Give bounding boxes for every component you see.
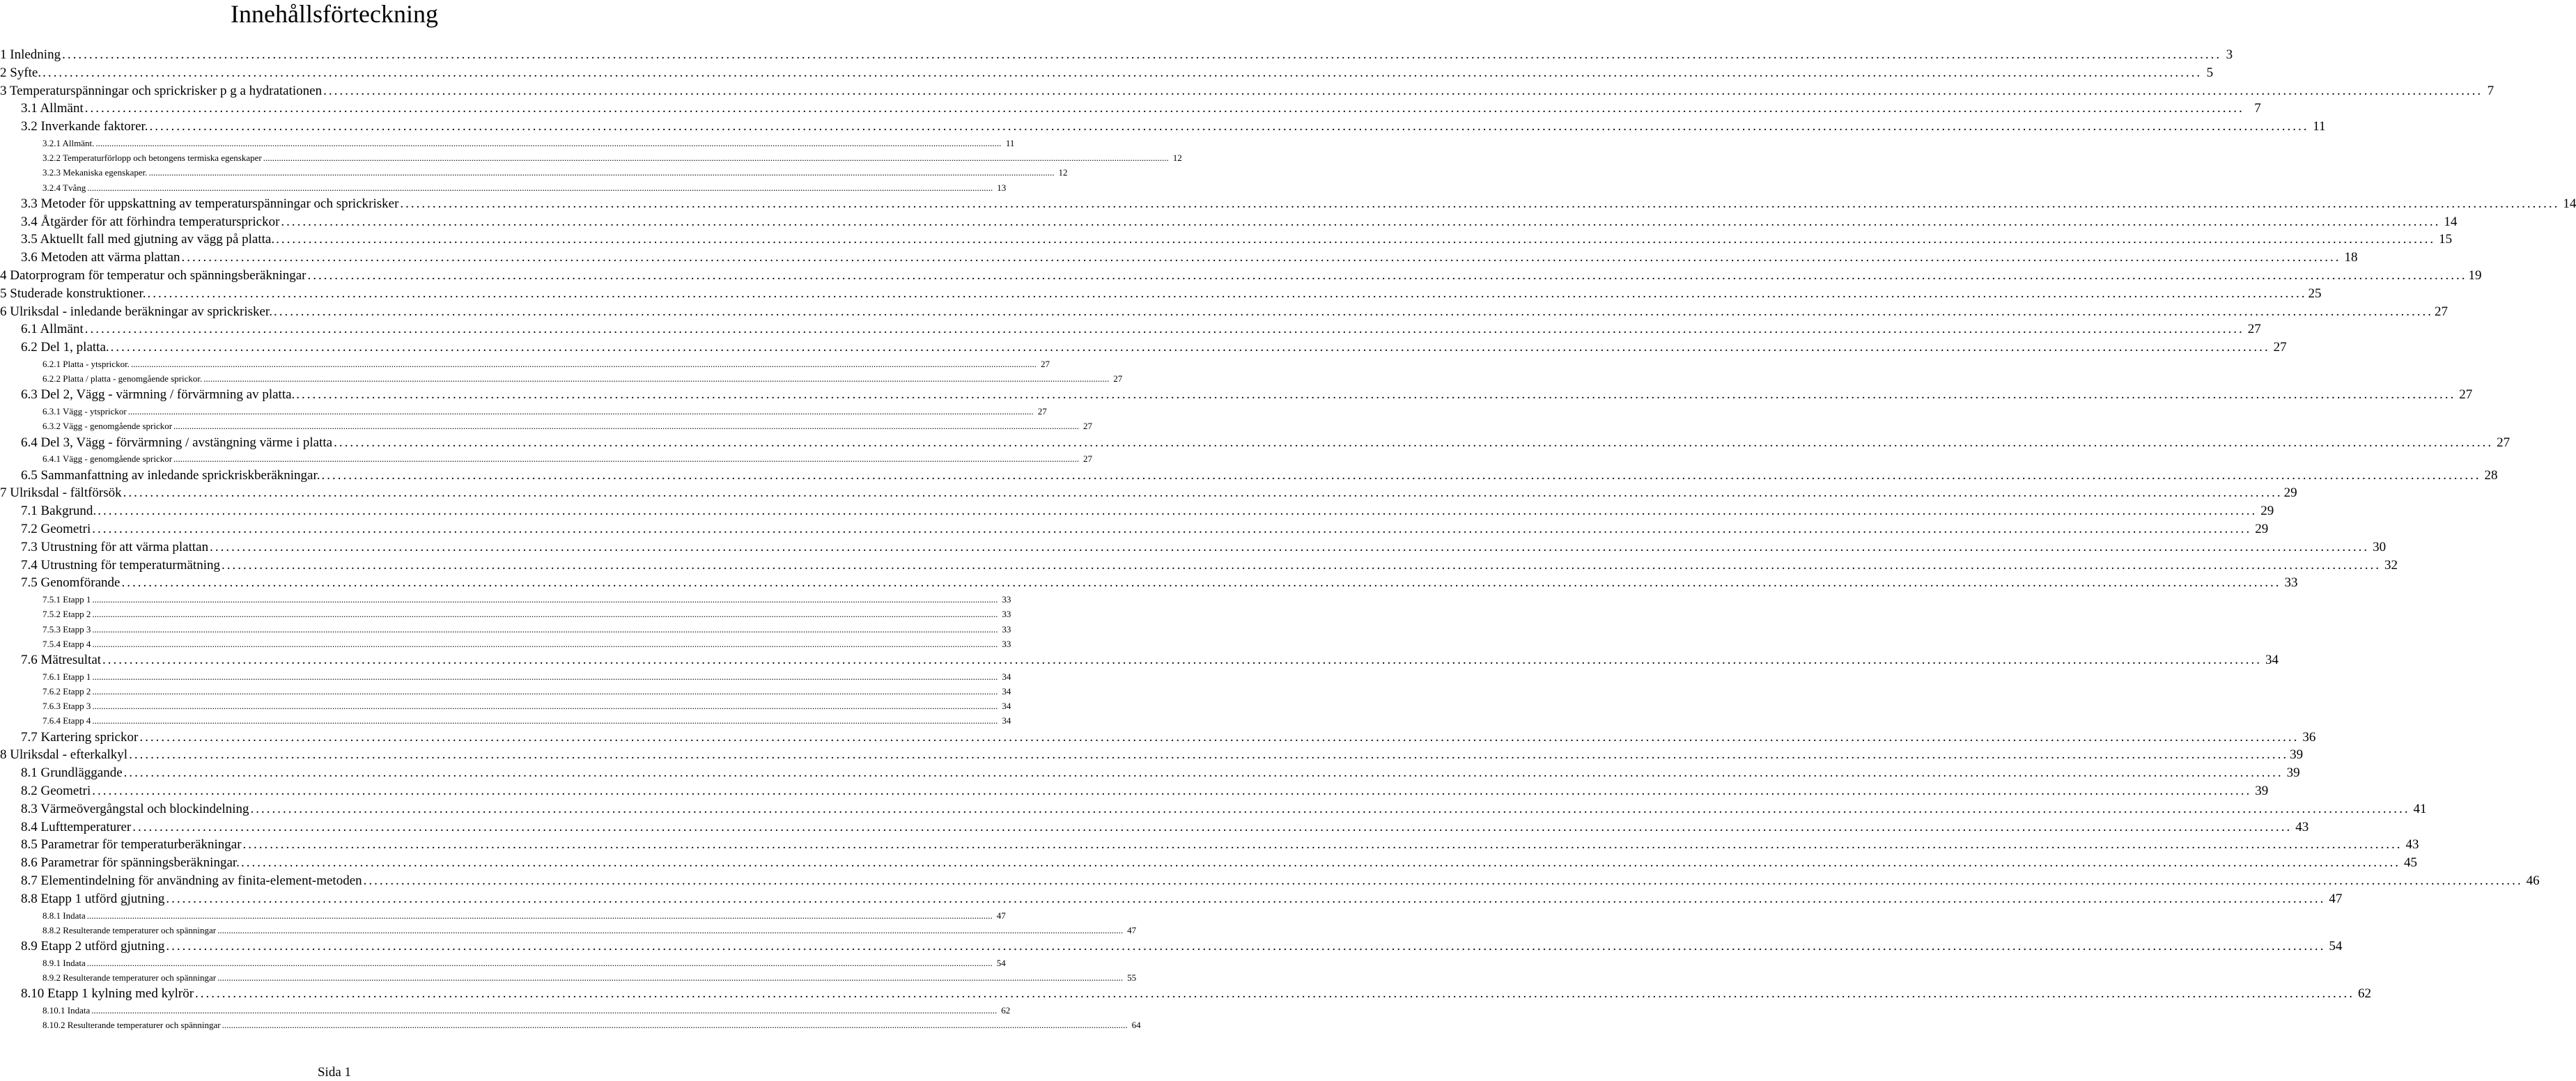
toc-entry-label: 3.2.1 Allmänt. [42, 138, 95, 148]
toc-entry-page: 41 [2413, 801, 2427, 816]
toc-dot-leader: ................................................................................................................................................................................................................................................................................................................................................................................................................ [148, 167, 1055, 178]
toc-entry[interactable] [42, 136, 1015, 150]
toc-entry[interactable] [21, 213, 2458, 231]
toc-entry-label: 8.3 Värmeövergångstal och blockindelning [21, 801, 249, 816]
toc-entry-label: 8.9 Etapp 2 utförd gjutning [21, 939, 165, 954]
toc-entry-page: 36 [2302, 729, 2316, 745]
toc-dot-leader: ................................................................................................................................................................................................................................................................................................................................................................................................................ [173, 421, 1080, 432]
toc-dot-leader: ................................................................................................................................................................................................................................................................................................................................................................................................................ [130, 359, 1037, 369]
toc-dot-leader: ................................................................................................................................................................................................................................................................................................................................................................................................................ [123, 765, 2283, 781]
toc-entry[interactable] [42, 622, 1011, 637]
toc-entry-label: 7.5.2 Etapp 2 [42, 609, 91, 620]
toc-dot-leader: ................................................................................................................................................................................................................................................................................................................................................................................................................ [121, 575, 2281, 591]
toc-entry[interactable] [42, 592, 1011, 607]
toc-entry-page: 11 [1005, 138, 1015, 148]
toc-dot-leader: ................................................................................................................................................................................................................................................................................................................................................................................................................ [129, 747, 2289, 763]
toc-dot-leader: ................................................................................................................................................................................................................................................................................................................................................................................................................ [166, 891, 2326, 906]
toc-entry[interactable] [21, 467, 2498, 485]
toc-entry-label: 8.2 Geometri [21, 784, 91, 798]
toc-dot-leader: ................................................................................................................................................................................................................................................................................................................................................................................................................ [240, 855, 2400, 871]
toc-dot-leader: ................................................................................................................................................................................................................................................................................................................................................................................................................ [92, 609, 998, 620]
toc-entry[interactable] [42, 357, 1050, 371]
toc-entry-label: 3.2.3 Mekaniska egenskaper. [42, 167, 148, 178]
toc-entry-label: 8.10.1 Indata [42, 1005, 91, 1016]
toc-dot-leader: ................................................................................................................................................................................................................................................................................................................................................................................................................ [110, 340, 2270, 355]
toc-entry-page: 34 [2265, 653, 2279, 667]
toc-entry[interactable] [21, 854, 2417, 872]
toc-entry[interactable] [42, 165, 1068, 180]
toc-entry[interactable] [42, 684, 1011, 699]
toc-entry[interactable] [21, 818, 2309, 837]
toc-entry-page: 27 [2459, 387, 2473, 403]
toc-entry-label: 7.3 Utrustning för att värma plattan [21, 539, 209, 554]
toc-entry-label: 8.10 Etapp 1 kylning med kylrör [21, 986, 194, 1002]
toc-dot-leader: ................................................................................................................................................................................................................................................................................................................................................................................................................ [307, 268, 2467, 283]
toc-entry[interactable] [21, 195, 2576, 213]
toc-entry-label: 6.5 Sammanfattning av inledande sprickriskberäkningar. [21, 467, 320, 483]
toc-entry-label: 7 Ulriksdal - fältförsök [0, 485, 122, 501]
toc-entry-page: 27 [1037, 406, 1047, 417]
toc-entry[interactable] [21, 520, 2269, 538]
toc-entry-label: 8.4 Lufttemperaturer [21, 819, 132, 834]
toc-entry-label: 7.2 Geometri [21, 522, 91, 536]
toc-dot-leader: ................................................................................................................................................................................................................................................................................................................................................................................................................ [147, 286, 2307, 301]
toc-dot-leader: ................................................................................................................................................................................................................................................................................................................................................................................................................ [166, 939, 2326, 954]
toc-entry-label: 7.5.1 Etapp 1 [42, 594, 91, 605]
toc-entry-page: 46 [2526, 873, 2540, 888]
toc-entry[interactable] [42, 404, 1047, 419]
toc-entry-page: 39 [2255, 784, 2269, 798]
toc-entry-label: 8.9.2 Resulterande temperaturer och spänningar [42, 972, 217, 983]
toc-entry-page: 47 [1127, 924, 1137, 935]
toc-entry-label: 3.1 Allmänt [21, 101, 84, 116]
toc-entry[interactable] [21, 985, 2372, 1003]
toc-entry-page: 12 [1058, 167, 1068, 178]
toc-entry[interactable] [42, 1003, 1011, 1018]
toc-entry-label: 6.1 Allmänt [21, 322, 84, 337]
toc-entry-label: 3.4 Åtgärder för att förhindra temperatursprickor [21, 214, 280, 229]
toc-entry[interactable] [21, 800, 2427, 818]
toc-entry-page: 7 [2254, 101, 2261, 116]
toc-entry-page: 39 [2290, 747, 2304, 763]
toc-entry-page: 27 [1083, 453, 1093, 465]
toc-entry-label: 7.7 Kartering sprickor [21, 729, 139, 745]
toc-entry[interactable] [21, 231, 2453, 249]
toc-entry-label: 8.6 Parametrar för spänningsberäkningar. [21, 855, 240, 871]
page-footer: Sida 1 [317, 1065, 352, 1080]
toc-entry-label: 7.6.1 Etapp 1 [42, 671, 91, 682]
toc-dot-leader: ................................................................................................................................................................................................................................................................................................................................................................................................................ [102, 653, 2263, 667]
toc-entry-page: 18 [2344, 250, 2358, 265]
toc-dot-leader: ................................................................................................................................................................................................................................................................................................................................................................................................................ [323, 83, 2483, 98]
toc-entry-label: 3.2 Inverkande faktorer. [21, 119, 148, 134]
toc-entry-label: 3.3 Metoder för uppskattning av temperaturspänningar och sprickrisker [21, 196, 399, 211]
toc-entry[interactable] [21, 502, 2274, 520]
toc-entry-page: 33 [1002, 594, 1011, 605]
toc-entry[interactable] [42, 669, 1011, 684]
toc-entry-page: 27 [1083, 421, 1093, 432]
toc-entry-page: 47 [996, 910, 1006, 921]
toc-dot-leader: ................................................................................................................................................................................................................................................................................................................................................................................................................ [92, 522, 2252, 536]
toc-entry-label: 6.3.2 Vägg - genomgående sprickor [42, 421, 173, 432]
toc-dot-leader: ................................................................................................................................................................................................................................................................................................................................................................................................................ [132, 819, 2292, 834]
toc-entry-page: 27 [2434, 304, 2448, 319]
toc-entry-page: 55 [1127, 972, 1137, 983]
toc-entry-label: 7.5.3 Etapp 3 [42, 623, 91, 635]
toc-dot-leader: ................................................................................................................................................................................................................................................................................................................................................................................................................ [139, 729, 2299, 745]
toc-entry[interactable] [21, 538, 2387, 557]
toc-entry-label: 6.2.1 Platta - ytsprickor. [42, 359, 130, 369]
toc-entry-page: 33 [1002, 638, 1011, 649]
toc-dot-leader: ................................................................................................................................................................................................................................................................................................................................................................................................................ [87, 182, 993, 193]
toc-entry-label: 7.6 Mätresultat [21, 653, 102, 667]
toc-entry[interactable] [0, 303, 2448, 321]
toc-entry-label: 4 Datorprogram för temperatur och spänningsberäkningar [0, 268, 307, 283]
toc-dot-leader: ................................................................................................................................................................................................................................................................................................................................................................................................................ [149, 119, 2309, 134]
toc-dot-leader: ................................................................................................................................................................................................................................................................................................................................................................................................................ [263, 153, 1169, 164]
toc-entry-label: 8.5 Parametrar för temperaturberäkningar [21, 837, 242, 853]
toc-entry-page: 5 [2206, 65, 2214, 80]
toc-dot-leader: ................................................................................................................................................................................................................................................................................................................................................................................................................ [276, 232, 2436, 247]
toc-entry[interactable] [0, 46, 2233, 64]
toc-entry-label: 5 Studerade konstruktioner. [0, 286, 146, 301]
toc-dot-leader: ................................................................................................................................................................................................................................................................................................................................................................................................................ [203, 373, 1110, 384]
toc-entry-label: 7.6.3 Etapp 3 [42, 701, 91, 712]
toc-entry-page: 27 [1040, 359, 1050, 369]
toc-entry-label: 6.3 Del 2, Vägg - värmning / förvärmning av platta. [21, 387, 295, 403]
toc-entry-page: 29 [2283, 485, 2297, 501]
toc-entry[interactable] [21, 574, 2298, 592]
toc-dot-leader: ................................................................................................................................................................................................................................................................................................................................................................................................................ [400, 196, 2560, 211]
toc-dot-leader: ................................................................................................................................................................................................................................................................................................................................................................................................................ [95, 138, 1002, 148]
toc-entry-label: 6.4.1 Vägg - genomgående sprickor [42, 453, 173, 465]
toc-entry-label: 6.3.1 Vägg - ytsprickor [42, 406, 127, 417]
toc-entry[interactable] [0, 267, 2482, 285]
toc-entry[interactable] [42, 923, 1137, 938]
toc-dot-leader: ................................................................................................................................................................................................................................................................................................................................................................................................................ [250, 801, 2410, 816]
toc-entry-page: 43 [2405, 837, 2419, 853]
toc-entry-page: 62 [2358, 986, 2372, 1002]
toc-dot-leader: ................................................................................................................................................................................................................................................................................................................................................................................................................ [173, 453, 1080, 465]
toc-entry-label: 8.8.1 Indata [42, 910, 86, 921]
toc-entry-page: 13 [997, 182, 1007, 193]
toc-dot-leader: ................................................................................................................................................................................................................................................................................................................................................................................................................ [92, 784, 2252, 798]
toc-entry-label: 7.1 Bakgrund. [21, 504, 97, 519]
toc-dot-leader: ................................................................................................................................................................................................................................................................................................................................................................................................................ [42, 65, 2203, 80]
toc-entry-page: 64 [1131, 1020, 1141, 1031]
toc-entry[interactable] [21, 320, 2261, 339]
toc-entry-label: 1 Inledning [0, 47, 61, 62]
toc-entry-page: 25 [2308, 286, 2322, 301]
toc-entry-label: 8.7 Elementindelning för användning av finita-element-metoden [21, 873, 362, 888]
toc-dot-leader: ................................................................................................................................................................................................................................................................................................................................................................................................................ [91, 1005, 998, 1016]
toc-entry[interactable] [42, 451, 1093, 466]
toc-entry[interactable] [21, 651, 2279, 669]
toc-entry-page: 30 [2373, 539, 2387, 554]
toc-dot-leader: ................................................................................................................................................................................................................................................................................................................................................................................................................ [92, 671, 998, 682]
toc-dot-leader: ................................................................................................................................................................................................................................................................................................................................................................................................................ [62, 47, 2222, 62]
toc-entry-page: 32 [2384, 557, 2398, 573]
toc-dot-leader: ................................................................................................................................................................................................................................................................................................................................................................................................................ [242, 837, 2403, 853]
toc-dot-leader: ................................................................................................................................................................................................................................................................................................................................................................................................................ [321, 467, 2481, 483]
toc-entry[interactable] [0, 746, 2304, 764]
toc-entry[interactable] [42, 371, 1123, 386]
toc-dot-leader: ................................................................................................................................................................................................................................................................................................................................................................................................................ [84, 322, 2244, 337]
toc-entry[interactable] [0, 64, 2214, 82]
toc-entry[interactable] [21, 764, 2300, 782]
toc-dot-leader: ................................................................................................................................................................................................................................................................................................................................................................................................................ [181, 250, 2341, 265]
toc-entry-page: 43 [2295, 819, 2309, 834]
toc-entry[interactable] [42, 970, 1137, 985]
toc-entry-label: 8.8.2 Resulterande temperaturer och spänningar [42, 924, 217, 935]
toc-dot-leader: ................................................................................................................................................................................................................................................................................................................................................................................................................ [210, 539, 2370, 554]
toc-entry-page: 15 [2439, 232, 2453, 247]
toc-entry-page: 33 [2284, 575, 2298, 591]
toc-entry-label: 6.2 Del 1, platta. [21, 340, 109, 355]
toc-entry[interactable] [42, 607, 1011, 621]
toc-entry-page: 27 [1113, 373, 1123, 384]
toc-dot-leader: ................................................................................................................................................................................................................................................................................................................................................................................................................ [123, 485, 2283, 501]
toc-entry[interactable] [21, 890, 2343, 908]
toc-entry-page: 19 [2468, 268, 2482, 283]
toc-entry[interactable] [42, 908, 1006, 923]
toc-entry-page: 7 [2487, 83, 2494, 98]
toc-dot-leader: ................................................................................................................................................................................................................................................................................................................................................................................................................ [217, 972, 1124, 983]
toc-entry-label: 3.2.4 Tvång [42, 182, 86, 193]
toc-dot-leader: ................................................................................................................................................................................................................................................................................................................................................................................................................ [217, 924, 1124, 935]
toc-dot-leader: ................................................................................................................................................................................................................................................................................................................................................................................................................ [296, 387, 2456, 403]
toc-entry-label: 8.10.2 Resulterande temperaturer och spänningar [42, 1020, 221, 1031]
toc-entry[interactable] [42, 419, 1093, 433]
toc-entry-label: 3 Temperaturspänningar och sprickrisker p g a hydratationen [0, 83, 323, 98]
toc-entry-page: 34 [1002, 671, 1011, 682]
toc-entry[interactable] [42, 713, 1011, 728]
toc-entry-page: 39 [2286, 765, 2300, 781]
toc-entry-page: 34 [1002, 701, 1011, 712]
toc-entry-page: 27 [2273, 340, 2287, 355]
toc-entry[interactable] [21, 339, 2287, 357]
toc-entry-page: 54 [2329, 939, 2343, 954]
toc-dot-leader: ................................................................................................................................................................................................................................................................................................................................................................................................................ [195, 986, 2355, 1002]
toc-entry[interactable] [21, 434, 2511, 452]
toc-entry-page: 29 [2255, 522, 2269, 536]
toc-entry-label: 3.5 Aktuellt fall med gjutning av vägg på platta. [21, 232, 275, 247]
toc-dot-leader: ................................................................................................................................................................................................................................................................................................................................................................................................................ [86, 957, 993, 968]
toc-entry[interactable] [42, 180, 1007, 195]
toc-dot-leader: ................................................................................................................................................................................................................................................................................................................................................................................................................ [127, 406, 1034, 417]
toc-dot-leader: ................................................................................................................................................................................................................................................................................................................................................................................................................ [222, 557, 2381, 573]
toc-entry-page: 45 [2403, 855, 2417, 871]
toc-entry-label: 8.1 Grundläggande [21, 765, 123, 781]
toc-entry-label: 3.6 Metoden att värma plattan [21, 250, 180, 265]
toc-entry-label: 8.8 Etapp 1 utförd gjutning [21, 891, 165, 906]
toc-entry-page: 29 [2260, 504, 2274, 519]
toc-dot-leader: ................................................................................................................................................................................................................................................................................................................................................................................................................ [363, 873, 2523, 888]
toc-entry[interactable] [0, 285, 2322, 303]
toc-entry-page: 62 [1001, 1005, 1011, 1016]
toc-entry-page: 34 [1002, 715, 1011, 726]
toc-dot-leader: ................................................................................................................................................................................................................................................................................................................................................................................................................ [92, 638, 998, 649]
toc-entry-page: 33 [1002, 609, 1011, 620]
toc-entry-label: 6 Ulriksdal - inledande beräkningar av sprickrisker. [0, 304, 272, 319]
toc-entry[interactable] [42, 699, 1011, 713]
toc-entry[interactable] [21, 729, 2316, 747]
toc-entry-page: 47 [2329, 891, 2343, 906]
toc-entry[interactable] [21, 557, 2398, 575]
toc-dot-leader: ................................................................................................................................................................................................................................................................................................................................................................................................................ [98, 504, 2258, 519]
toc-entry-page: 27 [2247, 322, 2261, 337]
toc-entry-label: 6.4 Del 3, Vägg - förvärmning / avstängning värme i platta [21, 435, 333, 450]
page-title: Innehållsförteckning [231, 0, 438, 28]
toc-entry-page: 14 [2563, 196, 2576, 211]
toc-entry-label: 6.2.2 Platta / platta - genomgående sprickor. [42, 373, 203, 384]
toc-entry-label: 3.2.2 Temperaturförlopp och betongens termiska egenskaper [42, 153, 262, 164]
toc-entry[interactable] [42, 150, 1182, 165]
toc-entry[interactable] [0, 82, 2494, 100]
toc-entry-page: 3 [2226, 47, 2233, 62]
toc-entry[interactable] [21, 100, 2261, 118]
toc-dot-leader: ................................................................................................................................................................................................................................................................................................................................................................................................................ [273, 304, 2433, 319]
toc-entry[interactable] [21, 249, 2358, 267]
toc-entry[interactable] [21, 872, 2540, 890]
toc-dot-leader: ................................................................................................................................................................................................................................................................................................................................................................................................................ [92, 623, 998, 635]
toc-entry-label: 2 Syfte. [0, 65, 42, 80]
toc-entry[interactable] [42, 637, 1011, 651]
toc-dot-leader: ................................................................................................................................................................................................................................................................................................................................................................................................................ [92, 701, 998, 712]
toc-entry-label: 7.5.4 Etapp 4 [42, 638, 91, 649]
toc-entry-page: 34 [1002, 686, 1011, 697]
toc-entry[interactable] [0, 484, 2297, 502]
toc-dot-leader: ................................................................................................................................................................................................................................................................................................................................................................................................................ [92, 686, 998, 697]
toc-entry[interactable] [21, 118, 2326, 136]
toc-entry-page: 54 [996, 957, 1006, 968]
toc-dot-leader: ................................................................................................................................................................................................................................................................................................................................................................................................................ [92, 594, 998, 605]
toc-entry-label: 8.9.1 Indata [42, 957, 86, 968]
toc-entry-label: 7.5 Genomförande [21, 575, 121, 591]
toc-entry-label: 7.4 Utrustning för temperaturmätning [21, 557, 220, 573]
toc-entry-page: 27 [2497, 435, 2511, 450]
toc-entry-page: 14 [2444, 214, 2458, 229]
toc-entry[interactable] [42, 956, 1006, 970]
toc-dot-leader: ................................................................................................................................................................................................................................................................................................................................................................................................................ [334, 435, 2494, 450]
toc-entry-label: 7.6.2 Etapp 2 [42, 686, 91, 697]
toc-entry[interactable] [21, 938, 2343, 956]
toc-entry-page: 11 [2313, 119, 2326, 134]
toc-entry[interactable] [21, 782, 2269, 800]
toc-entry-page: 12 [1172, 153, 1182, 164]
toc-dot-leader: ................................................................................................................................................................................................................................................................................................................................................................................................................ [86, 910, 993, 921]
toc-entry-page: 28 [2484, 467, 2498, 483]
toc-dot-leader: ................................................................................................................................................................................................................................................................................................................................................................................................................ [222, 1020, 1128, 1031]
toc-entry[interactable] [21, 386, 2473, 404]
toc-dot-leader: ................................................................................................................................................................................................................................................................................................................................................................................................................ [281, 214, 2441, 229]
toc-entry[interactable] [21, 836, 2419, 854]
toc-entry[interactable] [42, 1018, 1141, 1032]
toc-entry-label: 7.6.4 Etapp 4 [42, 715, 91, 726]
toc-entry-page: 33 [1002, 623, 1011, 635]
toc-entry-label: 8 Ulriksdal - efterkalkyl [0, 747, 128, 763]
toc-dot-leader: ................................................................................................................................................................................................................................................................................................................................................................................................................ [92, 715, 998, 726]
toc-dot-leader: ................................................................................................................................................................................................................................................................................................................................................................................................................ [84, 101, 2244, 116]
